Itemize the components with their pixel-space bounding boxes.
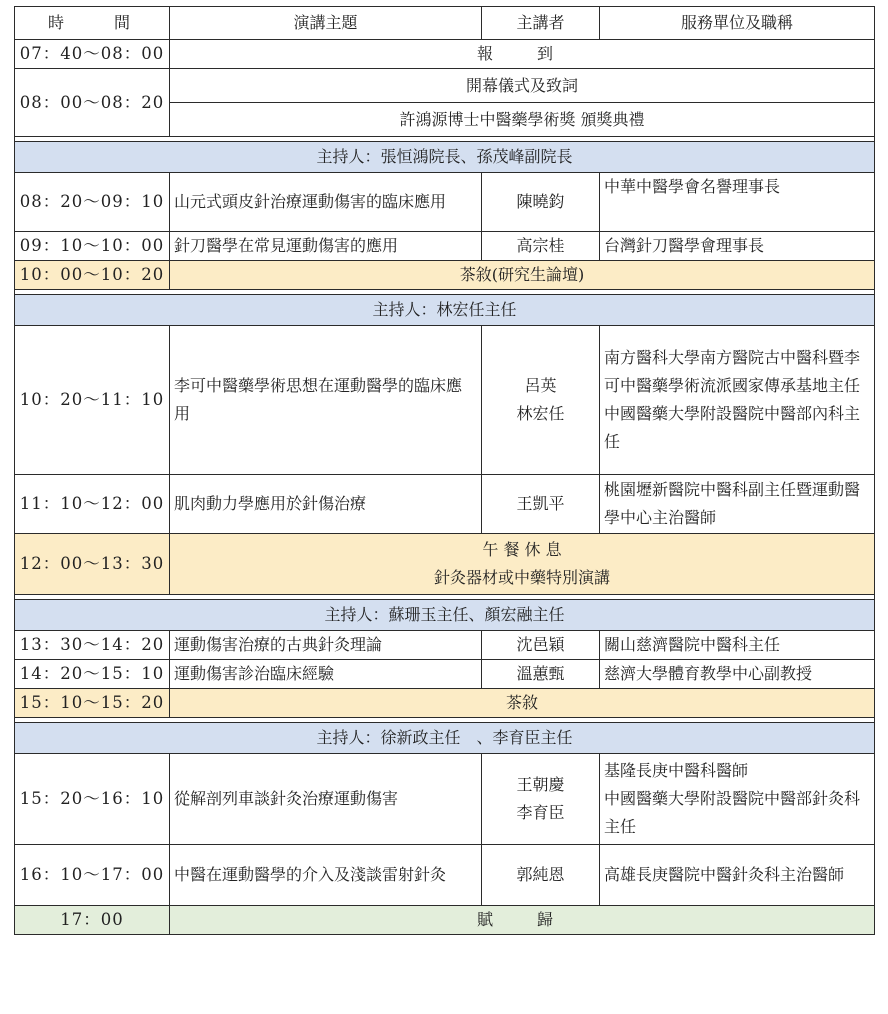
time-cell: 10：20～11：10: [15, 326, 170, 475]
topic-cell: 李可中醫藥學術思想在運動醫學的臨床應用: [170, 326, 482, 475]
org-cell: 關山慈濟醫院中醫科主任: [600, 631, 875, 660]
topic-cell: 山元式頭皮針治療運動傷害的臨床應用: [170, 173, 482, 232]
ceremony-row: [15, 69, 875, 103]
org-line: 中國醫藥大學附設醫院中醫部內科主任: [604, 404, 861, 451]
topic-cell: 肌肉動力學應用於針傷治療: [170, 475, 482, 534]
header-organization: 服務單位及職稱: [600, 7, 875, 40]
speaker-name: 李育臣: [516, 803, 565, 822]
award-cell: 許鴻源博士中醫藥學術獎 頒獎典禮: [170, 103, 875, 137]
time-cell: 15：20～16：10: [15, 754, 170, 845]
time-cell: 08：00～08：20: [15, 69, 170, 137]
table-row: [15, 754, 875, 845]
break-label: 茶敘: [170, 689, 875, 718]
org-line: 基隆長庚中醫科醫師: [604, 761, 749, 780]
break-row: [15, 689, 875, 718]
topic-cell: 針刀醫學在常見運動傷害的應用: [170, 232, 482, 261]
speaker-name: 林宏任: [516, 404, 565, 423]
time-cell: 10：00～10：20: [15, 261, 170, 290]
header-row: [15, 7, 875, 40]
table-row: [15, 326, 875, 475]
time-cell: 15：10～15：20: [15, 689, 170, 718]
lunch-row: [15, 534, 875, 595]
speaker-name: 王朝慶: [516, 775, 565, 794]
org-cell: [600, 754, 875, 845]
speaker-cell: [482, 326, 600, 475]
schedule-table: [14, 6, 875, 935]
host-cell: 主持人：林宏任主任: [15, 295, 875, 326]
break-row: [15, 261, 875, 290]
time-cell: 14：20～15：10: [15, 660, 170, 689]
header-time: 時 間: [15, 7, 170, 40]
break-label: 茶敘(研究生論壇): [170, 261, 875, 290]
registration-row: [15, 40, 875, 69]
ceremony-cell: 開幕儀式及致詞: [170, 69, 875, 103]
session2-host-row: [15, 295, 875, 326]
lunch-label: 午 餐 休 息: [482, 540, 562, 559]
schedule-document: [14, 6, 874, 935]
org-cell: 桃園壢新醫院中醫科副主任暨運動醫學中心主治醫師: [600, 475, 875, 534]
org-line: 南方醫科大學南方醫院古中醫科暨李可中醫藥學術流派國家傳承基地主任: [604, 348, 861, 395]
time-cell: 17：00: [15, 906, 170, 935]
speaker-cell: 陳曉鈞: [482, 173, 600, 232]
org-cell: 慈濟大學體育教學中心副教授: [600, 660, 875, 689]
header-topic: 演講主題: [170, 7, 482, 40]
topic-cell: 運動傷害診治臨床經驗: [170, 660, 482, 689]
org-cell: 高雄長庚醫院中醫針灸科主治醫師: [600, 845, 875, 906]
lunch-label: 針灸器材或中藥特別演講: [433, 568, 610, 587]
session1-host-row: [15, 142, 875, 173]
table-row: [15, 845, 875, 906]
lunch-cell: [170, 534, 875, 595]
org-cell: [600, 326, 875, 475]
time-cell: 09：10～10：00: [15, 232, 170, 261]
header-speaker: 主講者: [482, 7, 600, 40]
speaker-cell: [482, 754, 600, 845]
time-cell: 07：40～08：00: [15, 40, 170, 69]
time-cell: 08：20～09：10: [15, 173, 170, 232]
topic-cell: 中醫在運動醫學的介入及淺談雷射針灸: [170, 845, 482, 906]
org-cell: 台灣針刀醫學會理事長: [600, 232, 875, 261]
speaker-cell: 沈邑穎: [482, 631, 600, 660]
session3-host-row: [15, 600, 875, 631]
table-row: [15, 232, 875, 261]
speaker-cell: 郭純恩: [482, 845, 600, 906]
host-cell: 主持人：蘇珊玉主任、顏宏融主任: [15, 600, 875, 631]
closing-row: [15, 906, 875, 935]
topic-cell: 運動傷害治療的古典針灸理論: [170, 631, 482, 660]
host-cell: 主持人：徐新政主任 、李育臣主任: [15, 723, 875, 754]
org-line: 中國醫藥大學附設醫院中醫部針灸科主任: [604, 789, 861, 836]
closing-cell: 賦 歸: [170, 906, 875, 935]
speaker-name: 呂英: [524, 376, 557, 395]
table-row: [15, 631, 875, 660]
speaker-cell: 溫蕙甄: [482, 660, 600, 689]
time-cell: 11：10～12：00: [15, 475, 170, 534]
session4-host-row: [15, 723, 875, 754]
time-cell: 16：10～17：00: [15, 845, 170, 906]
table-row: [15, 475, 875, 534]
speaker-cell: 高宗桂: [482, 232, 600, 261]
time-cell: 12：00～13：30: [15, 534, 170, 595]
topic-cell: 從解剖列車談針灸治療運動傷害: [170, 754, 482, 845]
table-row: [15, 173, 875, 232]
table-row: [15, 660, 875, 689]
org-cell: 中華中醫學會名譽理事長: [600, 173, 875, 232]
time-cell: 13：30～14：20: [15, 631, 170, 660]
host-cell: 主持人：張恒鴻院長、孫茂峰副院長: [15, 142, 875, 173]
registration-cell: 報 到: [170, 40, 875, 69]
speaker-cell: 王凱平: [482, 475, 600, 534]
